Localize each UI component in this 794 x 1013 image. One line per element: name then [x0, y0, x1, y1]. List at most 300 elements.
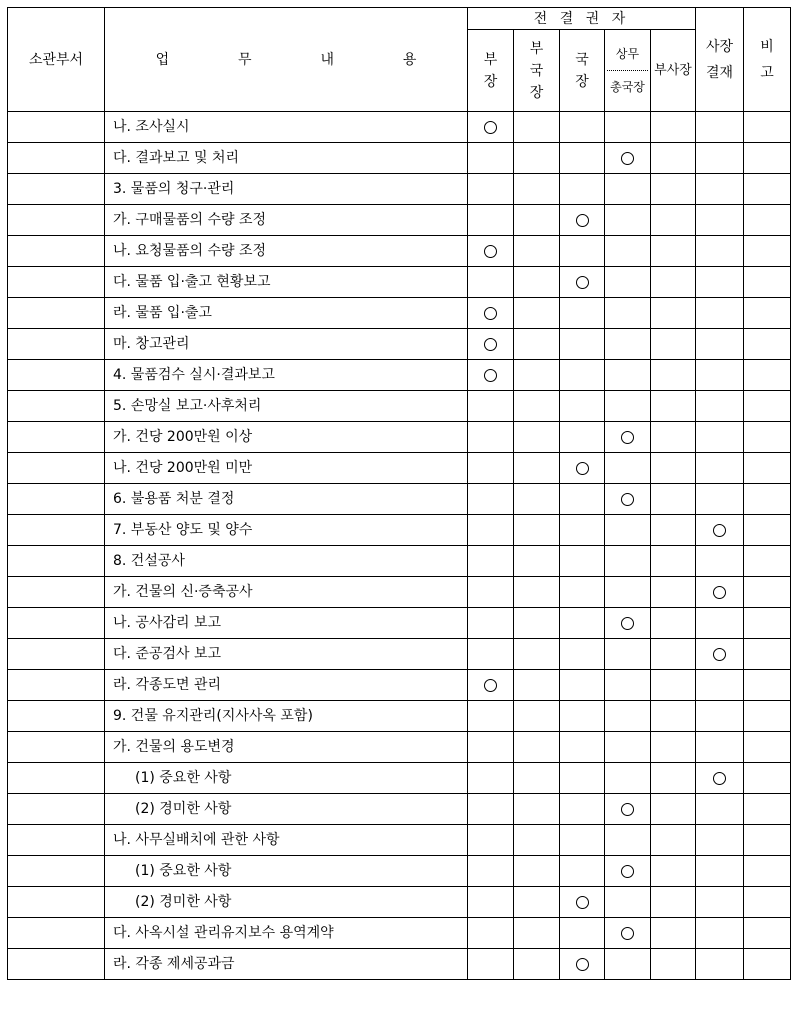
approval-mark-icon [621, 431, 634, 444]
approval-cell [651, 825, 696, 856]
approval-cell [605, 608, 651, 639]
approval-cell [651, 453, 696, 484]
approval-cell [514, 515, 560, 546]
approval-cell [696, 887, 744, 918]
approval-cell [605, 763, 651, 794]
approval-cell [696, 577, 744, 608]
approval-cell [468, 608, 514, 639]
approval-cell [605, 236, 651, 267]
approval-mark-icon [484, 679, 497, 692]
approval-mark-icon [484, 245, 497, 258]
approval-cell [514, 298, 560, 329]
approval-cell [514, 732, 560, 763]
approval-cell [560, 236, 605, 267]
header-content-char-2: 무 [238, 51, 252, 68]
table-row [8, 608, 791, 639]
approval-cell [744, 794, 791, 825]
approval-cell [605, 298, 651, 329]
header-approver-group: 전 결 권 자 [468, 8, 696, 30]
table-row [8, 143, 791, 174]
approval-cell [514, 453, 560, 484]
task-content: 다. 결과보고 및 처리 [105, 143, 468, 174]
approval-cell [514, 174, 560, 205]
approval-cell [560, 515, 605, 546]
header-content-char-3: 내 [320, 51, 334, 68]
approval-mark-icon [713, 772, 726, 785]
task-content: 가. 건물의 용도변경 [105, 732, 468, 763]
approval-cell [605, 267, 651, 298]
approval-cell [605, 670, 651, 701]
header-content-char-1: 업 [155, 51, 170, 68]
approval-cell [744, 825, 791, 856]
approval-cell [514, 825, 560, 856]
dept-cell [8, 422, 105, 453]
task-content: 3. 물품의 청구·관리 [105, 174, 468, 205]
approval-cell [560, 143, 605, 174]
approval-cell [744, 608, 791, 639]
approval-cell [468, 174, 514, 205]
approval-cell [468, 794, 514, 825]
dept-cell [8, 794, 105, 825]
header-chonggukjang: 총국장 [610, 80, 645, 95]
approval-cell [560, 205, 605, 236]
task-content: 나. 건당 200만원 미만 [105, 453, 468, 484]
task-content: 9. 건물 유지관리(지사사옥 포함) [105, 701, 468, 732]
approval-cell [560, 732, 605, 763]
approval-cell [651, 577, 696, 608]
approval-cell [744, 949, 791, 980]
dept-cell [8, 639, 105, 670]
approval-cell [696, 205, 744, 236]
approval-cell [651, 918, 696, 949]
header-sajang: 사장결재 [696, 8, 744, 112]
approval-mark-icon [713, 586, 726, 599]
table-row [8, 918, 791, 949]
document-page [7, 7, 790, 1002]
approval-cell [468, 918, 514, 949]
approval-mark-icon [484, 369, 497, 382]
table-row [8, 267, 791, 298]
table-row [8, 112, 791, 143]
dept-cell [8, 360, 105, 391]
approval-cell [605, 918, 651, 949]
dept-cell [8, 174, 105, 205]
header-content-char-4: 용 [402, 51, 417, 68]
approval-cell [468, 701, 514, 732]
table-row [8, 546, 791, 577]
table-row [8, 887, 791, 918]
approval-cell [605, 391, 651, 422]
approval-cell [696, 360, 744, 391]
dept-cell [8, 856, 105, 887]
approval-cell [696, 422, 744, 453]
approval-cell [744, 577, 791, 608]
approval-cell [468, 856, 514, 887]
approval-cell [560, 577, 605, 608]
approval-cell [696, 701, 744, 732]
approval-cell [651, 112, 696, 143]
approval-cell [696, 484, 744, 515]
approval-cell [605, 732, 651, 763]
approval-cell [744, 174, 791, 205]
approval-mark-icon [484, 307, 497, 320]
approval-mark-icon [576, 896, 589, 909]
table-row [8, 515, 791, 546]
approval-cell [514, 701, 560, 732]
task-content: 다. 물품 입·출고 현황보고 [105, 267, 468, 298]
approval-cell [514, 577, 560, 608]
approval-cell [696, 670, 744, 701]
approval-mark-icon [484, 338, 497, 351]
table-row [8, 453, 791, 484]
approval-cell [744, 112, 791, 143]
approval-cell [651, 422, 696, 453]
task-content: 8. 건설공사 [105, 546, 468, 577]
header-bujang: 부장 [468, 30, 514, 112]
approval-cell [696, 236, 744, 267]
approval-cell [605, 701, 651, 732]
approval-cell [605, 329, 651, 360]
approval-cell [560, 453, 605, 484]
approval-cell [744, 670, 791, 701]
approval-cell [605, 546, 651, 577]
approval-cell [560, 112, 605, 143]
approval-cell [514, 763, 560, 794]
approval-cell [651, 360, 696, 391]
table-row [8, 236, 791, 267]
approval-cell [696, 391, 744, 422]
approval-cell [696, 515, 744, 546]
approval-cell [605, 577, 651, 608]
approval-cell [468, 546, 514, 577]
approval-cell [468, 205, 514, 236]
table-row [8, 639, 791, 670]
approval-cell [696, 174, 744, 205]
task-content: (1) 중요한 사항 [105, 856, 468, 887]
header-bigo: 비고 [744, 8, 791, 112]
approval-cell [560, 422, 605, 453]
table-row [8, 670, 791, 701]
approval-cell [696, 112, 744, 143]
approval-cell [651, 639, 696, 670]
table-row [8, 732, 791, 763]
task-content: (2) 경미한 사항 [105, 887, 468, 918]
approval-cell [651, 236, 696, 267]
approval-cell [696, 856, 744, 887]
dept-cell [8, 732, 105, 763]
dept-cell [8, 205, 105, 236]
approval-mark-icon [621, 493, 634, 506]
task-content: 7. 부동산 양도 및 양수 [105, 515, 468, 546]
approval-cell [744, 236, 791, 267]
task-content: 5. 손망실 보고·사후처리 [105, 391, 468, 422]
approval-cell [560, 918, 605, 949]
approval-mark-icon [621, 617, 634, 630]
approval-cell [514, 267, 560, 298]
approval-cell [744, 546, 791, 577]
approval-cell [605, 112, 651, 143]
approval-cell [651, 670, 696, 701]
approval-cell [514, 143, 560, 174]
task-content: 가. 구매물품의 수량 조정 [105, 205, 468, 236]
task-content: 나. 공사감리 보고 [105, 608, 468, 639]
approval-cell [605, 484, 651, 515]
approval-cell [744, 732, 791, 763]
approval-cell [696, 825, 744, 856]
dept-cell [8, 453, 105, 484]
dept-cell [8, 236, 105, 267]
approval-cell [696, 794, 744, 825]
approval-cell [560, 484, 605, 515]
task-content: (2) 경미한 사항 [105, 794, 468, 825]
dept-cell [8, 577, 105, 608]
table-row [8, 205, 791, 236]
approval-cell [605, 825, 651, 856]
approval-cell [651, 391, 696, 422]
table-row [8, 825, 791, 856]
approval-cell [744, 515, 791, 546]
approval-cell [514, 112, 560, 143]
dept-cell [8, 391, 105, 422]
approval-cell [468, 329, 514, 360]
approval-cell [605, 143, 651, 174]
approval-cell [744, 329, 791, 360]
approval-cell [651, 608, 696, 639]
dept-cell [8, 267, 105, 298]
approval-cell [468, 453, 514, 484]
approval-cell [468, 887, 514, 918]
approval-cell [696, 608, 744, 639]
approval-mark-icon [576, 214, 589, 227]
approval-cell [744, 205, 791, 236]
approval-cell [605, 794, 651, 825]
approval-cell [696, 949, 744, 980]
dept-cell [8, 670, 105, 701]
approval-cell [651, 887, 696, 918]
approval-cell [514, 794, 560, 825]
approval-cell [468, 763, 514, 794]
approval-cell [560, 546, 605, 577]
approval-cell [560, 174, 605, 205]
table-row [8, 360, 791, 391]
approval-cell [514, 391, 560, 422]
approval-cell [744, 453, 791, 484]
approval-cell [744, 360, 791, 391]
approval-mark-icon [576, 958, 589, 971]
approval-cell [560, 701, 605, 732]
approval-cell [605, 360, 651, 391]
approval-cell [744, 856, 791, 887]
approval-cell [514, 484, 560, 515]
approval-cell [514, 639, 560, 670]
approval-cell [651, 329, 696, 360]
approval-cell [605, 453, 651, 484]
table-row [8, 422, 791, 453]
approval-cell [560, 794, 605, 825]
approval-cell [696, 763, 744, 794]
approval-cell [744, 143, 791, 174]
task-content: 라. 물품 입·출고 [105, 298, 468, 329]
approval-mark-icon [484, 121, 497, 134]
approval-cell [560, 298, 605, 329]
approval-cell [468, 484, 514, 515]
approval-cell [651, 546, 696, 577]
dept-cell [8, 515, 105, 546]
approval-cell [468, 298, 514, 329]
approval-mark-icon [621, 803, 634, 816]
dept-cell [8, 918, 105, 949]
approval-cell [696, 918, 744, 949]
approval-cell [696, 639, 744, 670]
approval-cell [744, 298, 791, 329]
table-row [8, 701, 791, 732]
approval-cell [514, 918, 560, 949]
approval-cell [696, 267, 744, 298]
approval-cell [744, 484, 791, 515]
approval-cell [468, 732, 514, 763]
approval-cell [514, 949, 560, 980]
approval-cell [514, 205, 560, 236]
task-content: 마. 창고관리 [105, 329, 468, 360]
approval-cell [651, 701, 696, 732]
approval-cell [744, 391, 791, 422]
approval-cell [605, 205, 651, 236]
approval-cell [560, 267, 605, 298]
table-row [8, 577, 791, 608]
approval-cell [468, 360, 514, 391]
approval-cell [744, 887, 791, 918]
task-content: 나. 요청물품의 수량 조정 [105, 236, 468, 267]
approval-cell [651, 763, 696, 794]
approval-cell [696, 329, 744, 360]
approval-cell [468, 577, 514, 608]
approval-cell [605, 856, 651, 887]
approval-cell [696, 453, 744, 484]
task-content: 나. 사무실배치에 관한 사항 [105, 825, 468, 856]
approval-cell [514, 360, 560, 391]
approval-cell [651, 949, 696, 980]
approval-cell [514, 608, 560, 639]
approval-cell [605, 639, 651, 670]
task-content: 나. 조사실시 [105, 112, 468, 143]
dept-cell [8, 763, 105, 794]
approval-cell [514, 887, 560, 918]
dept-cell [8, 949, 105, 980]
task-content: 라. 각종 제세공과금 [105, 949, 468, 980]
task-content: 가. 건당 200만원 이상 [105, 422, 468, 453]
header-sangmu-chonggukjang [605, 30, 651, 112]
approval-cell [696, 143, 744, 174]
approval-cell [560, 763, 605, 794]
approval-cell [514, 856, 560, 887]
table-row [8, 391, 791, 422]
approval-cell [468, 143, 514, 174]
dept-cell [8, 298, 105, 329]
approval-cell [605, 515, 651, 546]
approval-cell [696, 732, 744, 763]
approval-cell [605, 174, 651, 205]
task-content: 다. 사옥시설 관리유지보수 용역계약 [105, 918, 468, 949]
approval-mark-icon [576, 276, 589, 289]
approval-cell [468, 236, 514, 267]
approval-cell [744, 918, 791, 949]
approval-cell [560, 391, 605, 422]
approval-cell [651, 298, 696, 329]
approval-cell [744, 639, 791, 670]
header-content [105, 8, 468, 112]
task-content: 가. 건물의 신·증축공사 [105, 577, 468, 608]
header-sangmu: 상무 [607, 46, 648, 71]
approval-cell [514, 546, 560, 577]
table-row [8, 329, 791, 360]
table-row [8, 763, 791, 794]
dept-cell [8, 143, 105, 174]
approval-cell [468, 422, 514, 453]
approval-cell [744, 422, 791, 453]
approval-cell [744, 763, 791, 794]
header-busajang: 부사장 [651, 30, 696, 112]
approval-cell [651, 732, 696, 763]
task-content: 다. 준공검사 보고 [105, 639, 468, 670]
table-body [8, 112, 791, 980]
approval-cell [605, 949, 651, 980]
task-content: 6. 불용품 처분 결정 [105, 484, 468, 515]
dept-cell [8, 825, 105, 856]
header-dept: 소관부서 [8, 8, 105, 112]
table-row [8, 298, 791, 329]
task-content: (1) 중요한 사항 [105, 763, 468, 794]
approval-cell [651, 856, 696, 887]
dept-cell [8, 112, 105, 143]
table-row [8, 174, 791, 205]
approval-cell [560, 639, 605, 670]
approval-cell [468, 670, 514, 701]
approval-cell [651, 267, 696, 298]
approval-cell [560, 608, 605, 639]
task-content: 4. 물품검수 실시·결과보고 [105, 360, 468, 391]
approval-mark-icon [576, 462, 589, 475]
approval-cell [560, 825, 605, 856]
approval-cell [744, 701, 791, 732]
approval-cell [605, 422, 651, 453]
dept-cell [8, 608, 105, 639]
approval-cell [651, 205, 696, 236]
approval-cell [651, 794, 696, 825]
approval-cell [560, 329, 605, 360]
approval-cell [560, 887, 605, 918]
approval-cell [468, 267, 514, 298]
approval-mark-icon [621, 865, 634, 878]
header-gukjang: 국장 [560, 30, 605, 112]
approval-cell [605, 887, 651, 918]
approval-mark-icon [713, 648, 726, 661]
approval-cell [560, 856, 605, 887]
dept-cell [8, 329, 105, 360]
approval-cell [696, 298, 744, 329]
dept-cell [8, 887, 105, 918]
approval-cell [468, 825, 514, 856]
approval-cell [560, 949, 605, 980]
table-row [8, 856, 791, 887]
approval-cell [744, 267, 791, 298]
approval-mark-icon [621, 927, 634, 940]
approval-cell [696, 546, 744, 577]
approval-cell [560, 670, 605, 701]
approval-cell [514, 329, 560, 360]
approval-cell [651, 143, 696, 174]
approval-mark-icon [713, 524, 726, 537]
approval-cell [468, 515, 514, 546]
